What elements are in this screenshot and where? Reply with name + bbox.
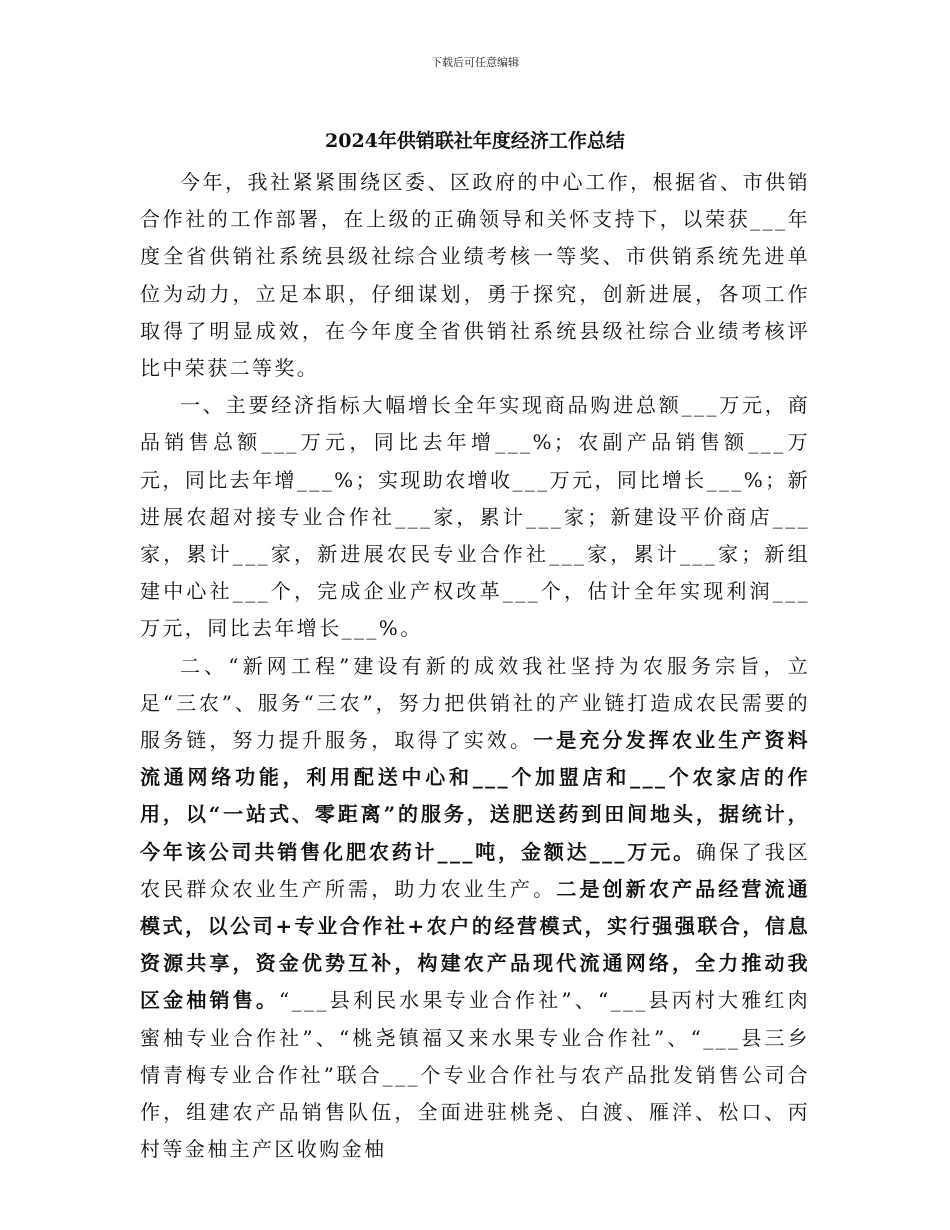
bold-point-one: 一是充分发挥农业生产资料流通网络功能，利用配送中心和___个加盟店和___个农家店的作用，以“一站式、零距离”的服务，送肥送药到田间地头，据统计，今年该公司共销售化肥农药计___吨，金额达___万元。 [140,728,810,864]
paragraph-new-network [140,648,810,1169]
paragraph-text: 今年，我社紧紧围绕区委、区政府的中心工作，根据省、市供销合作社的工作部署，在上级的正确领导和关怀支持下，以荣获___年度全省供销社系统县级社综合业绩考核一等奖、市供销系统先进单位为动力，立足本职，仔细谋划，勇于探究，创新进展，各项工作取得了明显成效，在今年度全省供销社系统县级社综合业绩考核评比中荣获二等奖。 [140,170,810,381]
paragraph-economic-indicators [140,387,810,647]
bold-point-two: 二是创新农产品经营流通模式，以公司+专业合作社+农户的经营模式，实行强强联合，信息资源共享，资金优势互补，构建农产品现代流通网络，全力推动我区金柚销售。 [140,876,810,1013]
paragraph-text: 确保了我区农民群众农业生产所需，助力农业生产。 [140,839,811,901]
header-note: 下载后可任意编辑 [431,56,519,69]
paragraph-text: “___县利民水果专业合作社”、“___县丙村大雅红肉蜜柚专业合作社”、“桃尧镇福又来水果专业合作社”、“___县三乡情青梅专业合作社”联合___个专业合作社与农产品批发销售公司合作，组建农产品销售队伍，全面进驻桃尧、白渡、雁洋、松口、丙村等金柚主产区收购金柚 [140,988,810,1162]
paragraph-text: 二、“新网工程”建设有新的成效我社坚持为农服务宗旨，立足“三农”、服务“三农”，努力把供销社的产业链打造成农民需要的服务链，努力提升服务，取得了实效。 [140,653,810,753]
document-body [140,164,810,1168]
paragraph-intro [140,164,810,387]
paragraph-text: 一、主要经济指标大幅增长全年实现商品购进总额___万元，商品销售总额___万元，同比去年增___%；农副产品销售额___万元，同比去年增___%；实现助农增收___万元，同比增长___%；新进展农超对接专业合作社___家，累计___家；新建设平价商店___家，累计___家，新进展农民专业合作社___家，累计___家；新组建中心社___个，完成企业产权改革___个，估计全年实现利润___万元，同比去年增长___%。 [140,393,810,641]
document-title: 2024年供销联社年度经济工作总结 [325,130,625,152]
